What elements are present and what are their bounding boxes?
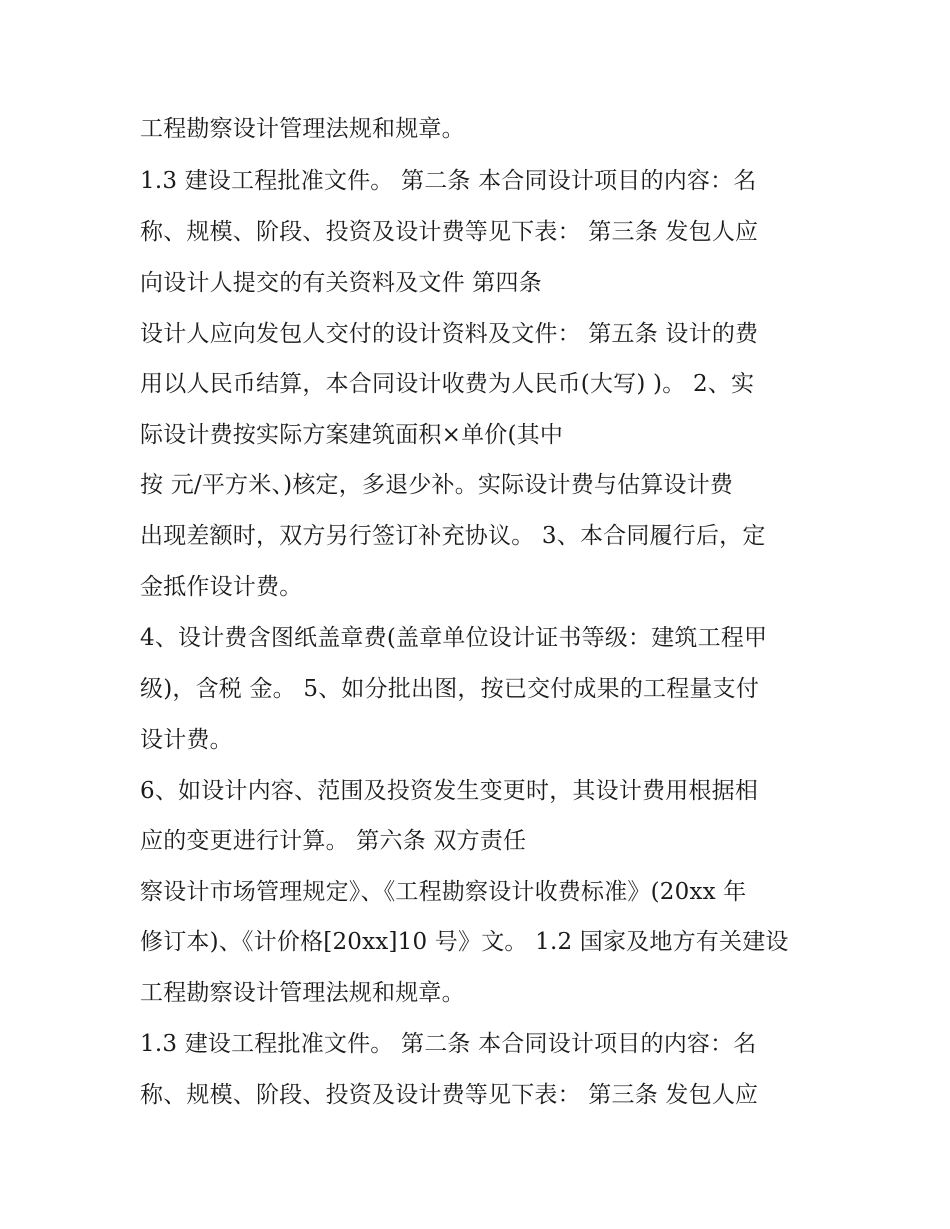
text-line: 4、设计费含图纸盖章费(盖章单位设计证书等级：建筑工程甲 xyxy=(140,625,768,651)
text-line: 1.3 建设工程批准文件。 第二条 本合同设计项目的内容：名 xyxy=(140,1031,757,1057)
text-line: 修订本)、《计价格[20xx]10 号》文。 1.2 国家及地方有关建设 xyxy=(140,929,789,955)
text-line: 设计费。 xyxy=(140,727,233,753)
text-line: 称、规模、阶段、投资及设计费等见下表： 第三条 发包人应 xyxy=(140,1082,759,1108)
text-line: 称、规模、阶段、投资及设计费等见下表： 第三条 发包人应 xyxy=(140,219,759,245)
text-line: 级)，含税 金。 5、如分批出图，按已交付成果的工程量支付 xyxy=(140,676,760,702)
text-line: 按 元/平方米、)核定，多退少补。实际设计费与估算设计费 xyxy=(140,472,734,498)
text-line: 工程勘察设计管理法规和规章。 xyxy=(140,116,465,142)
text-line: 设计人应向发包人交付的设计资料及文件： 第五条 设计的费 xyxy=(140,321,759,347)
text-line: 用以人民币结算，本合同设计收费为人民币(大写) )。 2、实 xyxy=(140,371,755,397)
text-line: 金抵作设计费。 xyxy=(140,574,303,600)
text-line: 际设计费按实际方案建筑面积×单价(其中 xyxy=(140,422,564,448)
text-line: 1.3 建设工程批准文件。 第二条 本合同设计项目的内容：名 xyxy=(140,168,757,194)
text-line: 6、如设计内容、范围及投资发生变更时，其设计费用根据相 xyxy=(140,778,759,804)
text-line: 出现差额时，双方另行签订补充协议。 3、本合同履行后，定 xyxy=(140,523,766,549)
text-line: 察设计市场管理规定》、《工程勘察设计收费标准》(20xx 年 xyxy=(140,879,747,905)
text-line: 工程勘察设计管理法规和规章。 xyxy=(140,980,465,1006)
text-line: 应的变更进行计算。 第六条 双方责任 xyxy=(140,828,527,854)
text-line: 向设计人提交的有关资料及文件 第四条 xyxy=(140,270,542,296)
